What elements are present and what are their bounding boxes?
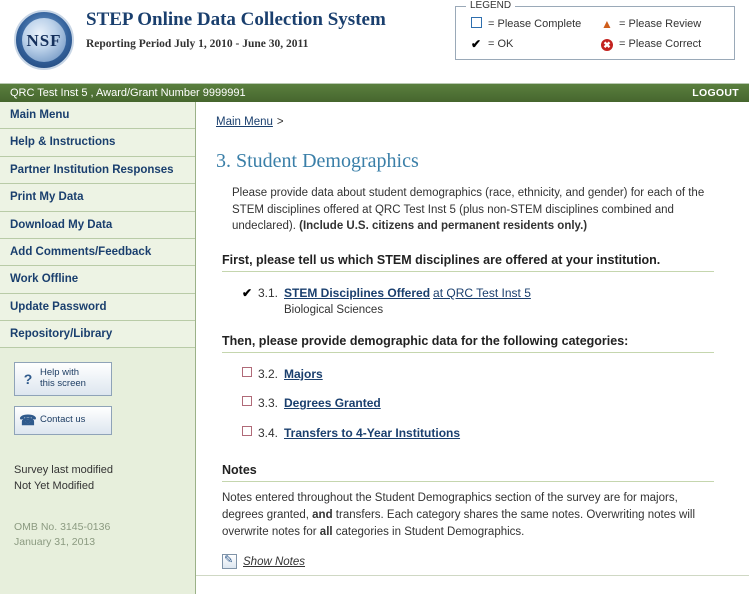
- sidebar-item-partner-institution-responses[interactable]: Partner Institution Responses: [0, 157, 195, 184]
- account-bar: [0, 84, 749, 102]
- notes-text-2: transfers. Each category shares the same notes. Overwriting notes will overwrite notes for: [222, 509, 696, 538]
- reporting-period: Reporting Period July 1, 2010 - June 30, 2011: [86, 37, 309, 50]
- omb-number: OMB No. 3145-0136: [14, 521, 111, 533]
- item-3-3[interactable]: [242, 396, 731, 412]
- transfers-to-4-year-institutions-link[interactable]: Transfers to 4-Year Institutions: [284, 425, 461, 440]
- help-with-this-screen-button[interactable]: [14, 362, 112, 396]
- item-3-1-tail: at QRC Test Inst 5: [433, 286, 531, 301]
- majors-link[interactable]: Majors: [284, 366, 323, 381]
- legend-item-ok: [468, 37, 593, 51]
- notes-bold-2: all: [319, 525, 333, 538]
- breadcrumb-separator: >: [276, 116, 284, 128]
- stem-disciplines-offered-link[interactable]: STEM Disciplines Offered: [284, 286, 431, 301]
- item-3-4-number: 3.4.: [258, 425, 279, 440]
- legend-item-please-correct: [599, 37, 724, 51]
- section-heading-disciplines: First, please tell us which STEM disciplines are offered at your institution.: [222, 253, 714, 272]
- contact-button-label: Contact us: [40, 414, 86, 426]
- question-mark-icon: ?: [23, 371, 33, 388]
- notes-text-1: Notes entered throughout the Student Demographics section of the survey are for majors, degrees granted,: [222, 492, 678, 522]
- legend-label-ok: = OK: [488, 38, 514, 50]
- sidebar-item-main-menu[interactable]: Main Menu: [0, 102, 195, 129]
- item-3-1-number: 3.1.: [258, 286, 279, 301]
- check-icon: ✔: [242, 286, 253, 301]
- sidebar-item-add-comments-feedback[interactable]: Add Comments/Feedback: [0, 239, 195, 266]
- help-button-label-line1: Help with: [40, 367, 80, 379]
- notes-description: [222, 490, 714, 540]
- notes-bold-1: and: [312, 509, 333, 522]
- sidebar-item-help-instructions[interactable]: Help & Instructions: [0, 129, 195, 156]
- page-header: [0, 0, 749, 84]
- section-heading-categories: Then, please provide demographic data for the following categories:: [222, 334, 714, 353]
- checkbox-icon[interactable]: [242, 367, 258, 383]
- intro-paragraph: [232, 185, 712, 235]
- title-block: [86, 8, 466, 50]
- app-title: STEP Online Data Collection System: [86, 9, 386, 30]
- omb-info: [0, 494, 195, 550]
- sidebar-item-repository-library[interactable]: Repository/Library: [0, 321, 195, 348]
- legend-item-please-review: [599, 17, 724, 31]
- survey-status-line2: Not Yet Modified: [14, 479, 95, 492]
- main-content: [196, 102, 749, 594]
- show-notes-label: Show Notes: [243, 555, 306, 568]
- item-3-4[interactable]: [242, 426, 731, 442]
- sidebar: [0, 102, 196, 594]
- survey-status-line1: Survey last modified: [14, 464, 114, 477]
- nsf-logo-text: NSF: [26, 31, 62, 50]
- intro-text: Please provide data about student demographics (race, ethnicity, and gender) for each of the STEM disciplines offered at QRC Test Inst 5 (plus non-STEM disciplines combined and undeclared).: [232, 187, 705, 233]
- sidebar-item-work-offline[interactable]: Work Offline: [0, 266, 195, 293]
- sidebar-item-download-my-data[interactable]: Download My Data: [0, 212, 195, 239]
- intro-bold-text: (Include U.S. citizens and permanent residents only.): [299, 220, 588, 233]
- breadcrumb: [214, 116, 731, 128]
- degrees-granted-link[interactable]: Degrees Granted: [284, 396, 381, 411]
- check-icon: ✔: [470, 37, 482, 51]
- omb-expiration: January 31, 2013: [14, 536, 96, 549]
- notes-heading: Notes: [222, 463, 714, 482]
- item-3-1[interactable]: [242, 286, 731, 302]
- item-3-2-number: 3.2.: [258, 366, 279, 381]
- legend-label-please-correct: = Please Correct: [619, 38, 702, 50]
- sidebar-item-print-my-data[interactable]: Print My Data: [0, 184, 195, 211]
- legend-label-please-review: = Please Review: [619, 18, 702, 30]
- item-3-2[interactable]: [242, 367, 731, 383]
- phone-icon: ☎: [19, 412, 37, 429]
- legend-label-please-complete: = Please Complete: [488, 18, 582, 30]
- error-circle-icon: ✖: [599, 37, 615, 51]
- help-button-label-line2: this screen: [40, 378, 86, 390]
- notes-text-3: categories in Student Demographics.: [332, 525, 525, 538]
- legend-item-please-complete: [468, 17, 593, 31]
- item-3-1-sub-value: Biological Sciences: [284, 303, 384, 316]
- contact-us-button[interactable]: [14, 406, 112, 435]
- legend-title: LEGEND: [466, 0, 515, 11]
- content-divider: [196, 575, 749, 576]
- page-title: 3. Student Demographics: [216, 150, 419, 172]
- logout-button[interactable]: LOGOUT: [692, 87, 739, 99]
- warning-triangle-icon: ▲: [601, 17, 613, 31]
- sidebar-item-update-password[interactable]: Update Password: [0, 294, 195, 321]
- breadcrumb-main-menu-link[interactable]: Main Menu: [216, 116, 273, 128]
- show-notes-button[interactable]: [222, 554, 731, 569]
- nsf-logo-icon: [14, 10, 74, 70]
- checkbox-icon[interactable]: [242, 396, 258, 412]
- checkbox-icon[interactable]: [242, 426, 258, 442]
- account-info: QRC Test Inst 5 , Award/Grant Number 9999991: [10, 87, 246, 99]
- pencil-note-icon: [222, 554, 237, 569]
- legend-panel: [455, 0, 735, 60]
- item-3-3-number: 3.3.: [258, 396, 279, 411]
- blue-square-icon: [468, 17, 484, 31]
- survey-status: [0, 445, 195, 494]
